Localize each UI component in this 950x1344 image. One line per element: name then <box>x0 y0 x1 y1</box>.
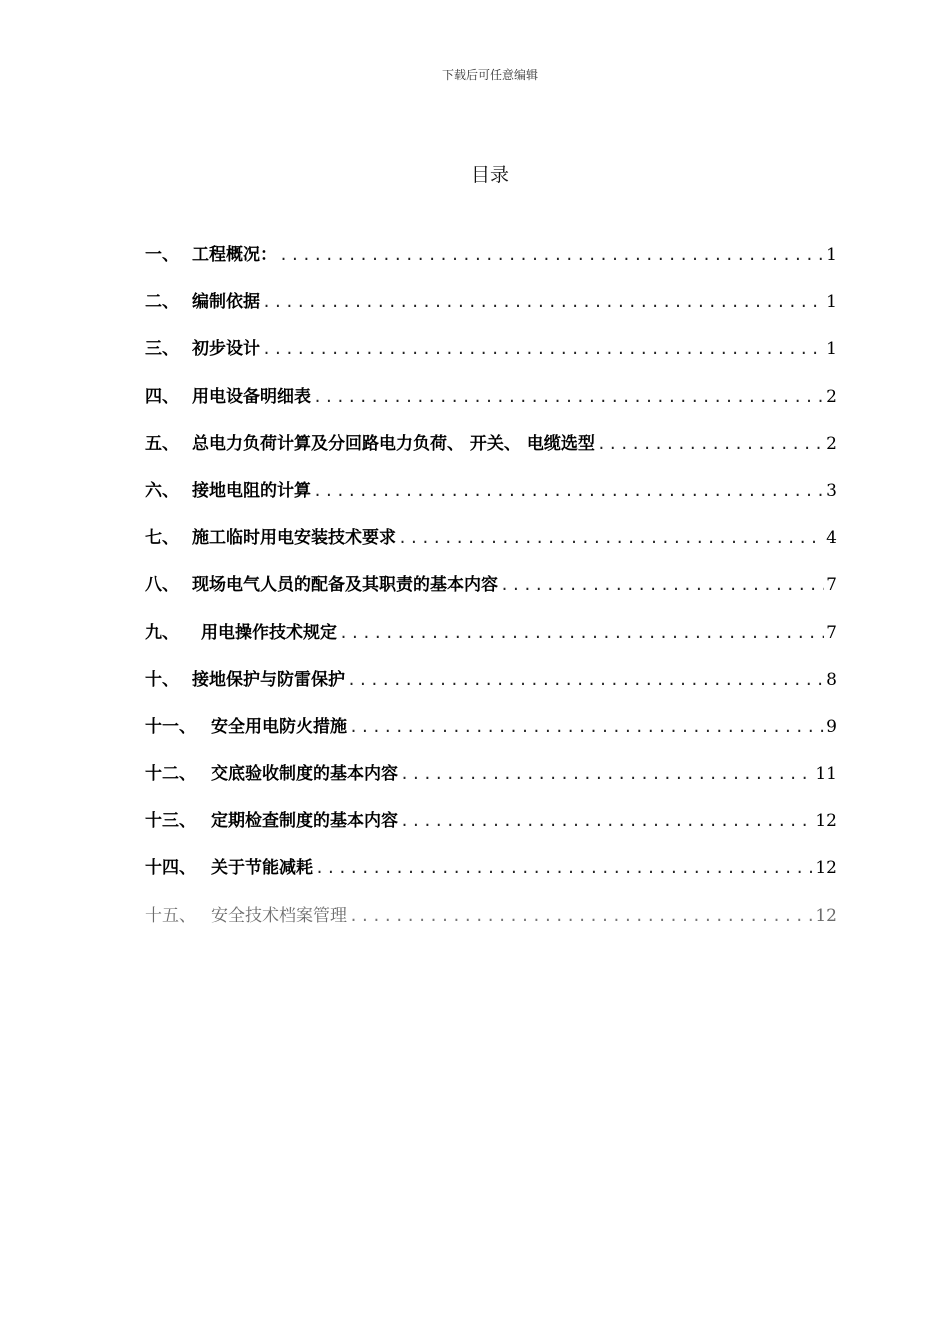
toc-entry-page: 2 <box>826 386 837 407</box>
toc-entry[interactable] <box>145 287 837 334</box>
dot-leader <box>313 388 824 406</box>
dot-leader <box>313 482 824 500</box>
dot-leader <box>400 765 813 783</box>
toc-entry-number: 十五、 <box>145 905 196 926</box>
toc-entry[interactable] <box>145 523 837 570</box>
toc-title: 目录 <box>470 164 509 186</box>
toc-entry[interactable] <box>145 240 837 287</box>
header-note: 下载后可任意编辑 <box>441 68 538 82</box>
toc-entry[interactable] <box>145 759 837 806</box>
toc-entry-title: 安全技术档案管理 <box>211 905 347 926</box>
toc-entry-page: 1 <box>826 339 837 360</box>
toc-entry[interactable] <box>145 382 837 429</box>
dot-leader <box>347 671 824 689</box>
toc-entry-title: 总电力负荷计算及分回路电力负荷、 开关、 电缆选型 <box>192 433 595 454</box>
toc-entry-title: 施工临时用电安装技术要求 <box>192 528 396 549</box>
toc-entry-page: 7 <box>826 622 837 643</box>
toc-entry-title: 用电设备明细表 <box>192 386 311 407</box>
dot-leader <box>400 812 813 830</box>
toc-entry-number: 十一、 <box>145 716 196 737</box>
toc-entry-number: 五、 <box>145 433 179 454</box>
toc-entry-number: 七、 <box>145 528 179 549</box>
table-of-contents <box>145 240 837 948</box>
toc-entry-page: 1 <box>826 292 837 313</box>
toc-entry-title: 初步设计 <box>192 339 260 360</box>
toc-entry-page: 9 <box>826 716 837 737</box>
toc-entry-page: 3 <box>826 480 837 501</box>
toc-entry-number: 九、 <box>145 622 179 643</box>
toc-entry-title: 编制依据 <box>192 292 260 313</box>
toc-entry-title: 工程概况： <box>192 245 277 265</box>
dot-leader <box>262 340 824 358</box>
toc-entry[interactable] <box>145 618 837 665</box>
toc-entry-page: 11 <box>815 764 837 785</box>
toc-entry-number: 四、 <box>145 386 179 407</box>
toc-entry-page: 12 <box>815 905 837 926</box>
toc-entry-page: 12 <box>815 811 837 832</box>
toc-entry[interactable] <box>145 712 837 759</box>
dot-leader <box>398 529 824 547</box>
toc-entry-title: 接地电阻的计算 <box>192 480 311 501</box>
toc-entry-page: 8 <box>826 669 837 690</box>
toc-entry[interactable] <box>145 476 837 523</box>
toc-entry-page: 4 <box>826 528 837 549</box>
dot-leader <box>500 576 824 594</box>
toc-entry-title: 用电操作技术规定 <box>201 622 337 643</box>
toc-entry[interactable] <box>145 570 837 617</box>
toc-entry-number: 一、 <box>145 245 179 265</box>
toc-entry-number: 十、 <box>145 669 179 690</box>
toc-entry-number: 十四、 <box>145 858 196 879</box>
toc-entry[interactable] <box>145 429 837 476</box>
toc-entry-page: 2 <box>826 433 837 454</box>
toc-entry-page: 12 <box>815 858 837 879</box>
toc-entry[interactable] <box>145 665 837 712</box>
toc-entry-number: 十三、 <box>145 811 196 832</box>
dot-leader <box>279 246 824 264</box>
dot-leader <box>597 435 824 453</box>
toc-entry[interactable] <box>145 806 837 853</box>
toc-entry-page: 7 <box>826 575 837 596</box>
dot-leader <box>349 907 813 925</box>
dot-leader <box>339 624 824 642</box>
toc-entry-title: 安全用电防火措施 <box>211 716 347 737</box>
toc-entry-number: 三、 <box>145 339 179 360</box>
toc-entry-title: 接地保护与防雷保护 <box>192 669 345 690</box>
toc-entry-number: 二、 <box>145 292 179 313</box>
toc-entry-title: 现场电气人员的配备及其职责的基本内容 <box>192 575 498 596</box>
toc-entry-number: 八、 <box>145 575 179 596</box>
dot-leader <box>349 718 824 736</box>
toc-entry-title: 定期检查制度的基本内容 <box>211 811 398 832</box>
dot-leader <box>262 293 824 311</box>
toc-entry-page: 1 <box>826 245 837 265</box>
toc-entry-title: 交底验收制度的基本内容 <box>211 764 398 785</box>
toc-entry-title: 关于节能减耗 <box>211 858 313 879</box>
toc-entry[interactable] <box>145 901 837 948</box>
toc-entry[interactable] <box>145 334 837 381</box>
toc-entry-number: 十二、 <box>145 764 196 785</box>
dot-leader <box>315 859 813 877</box>
toc-entry-number: 六、 <box>145 480 179 501</box>
toc-entry[interactable] <box>145 853 837 900</box>
